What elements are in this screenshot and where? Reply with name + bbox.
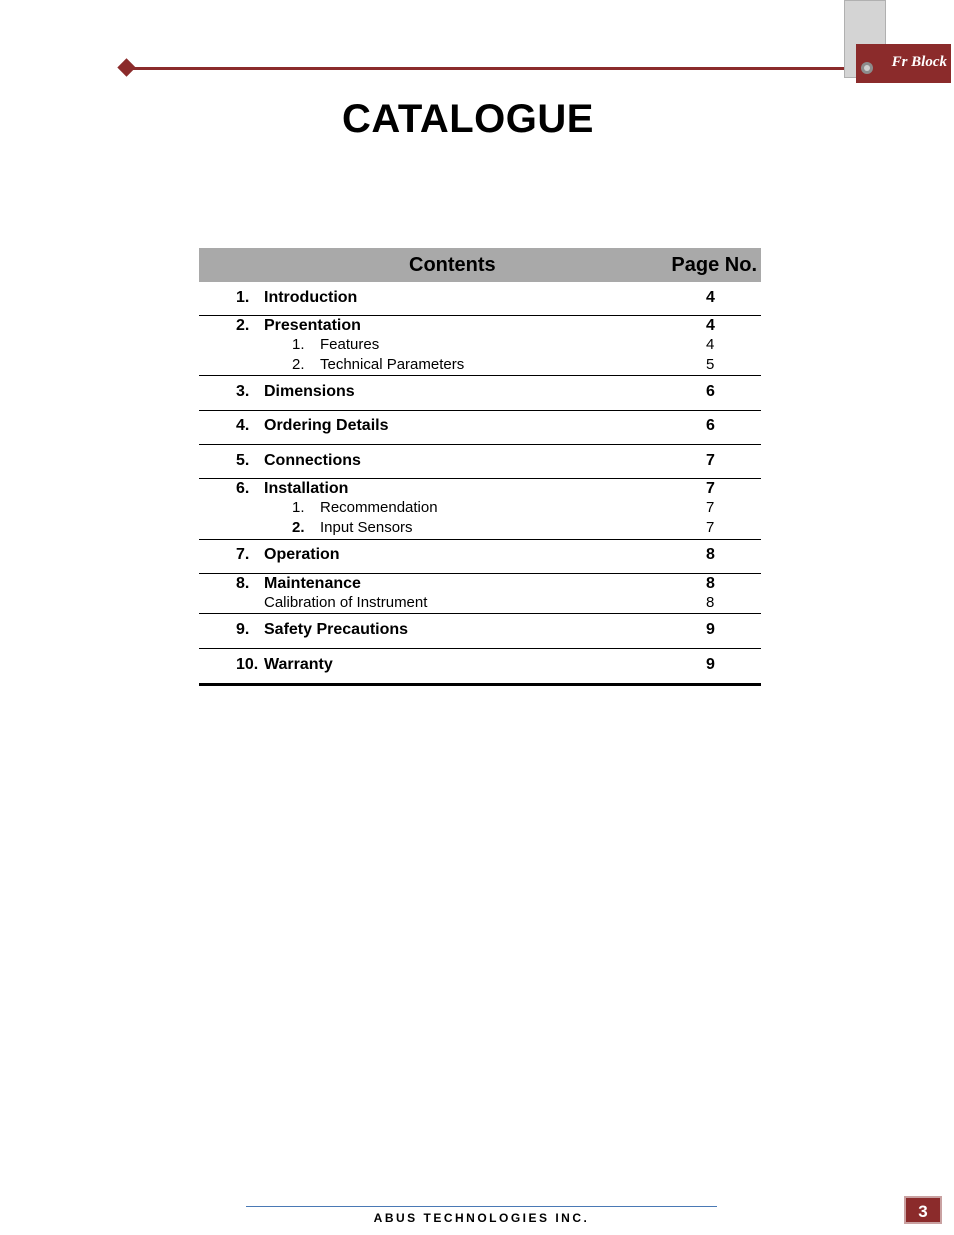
toc-row	[199, 614, 761, 649]
header-contents: Contents	[409, 254, 496, 276]
entry-page: 4	[706, 317, 715, 334]
toc-row	[199, 574, 761, 614]
subentry-page: 8	[706, 594, 715, 611]
entry-page: 9	[706, 621, 715, 638]
entry-number: 3.	[236, 383, 250, 400]
toc-entry[interactable]	[199, 480, 761, 499]
subentry-page: 5	[706, 356, 715, 373]
toc-entry[interactable]	[199, 546, 761, 565]
entry-label: Installation	[264, 480, 349, 497]
toc-subentry[interactable]	[199, 356, 761, 376]
toc-entry[interactable]	[199, 575, 761, 594]
entry-label: Warranty	[264, 656, 333, 673]
header-rule	[128, 67, 854, 70]
subentry-label: Calibration of Instrument	[264, 594, 428, 611]
toc-subentry[interactable]	[199, 594, 761, 614]
subentry-number: 1.	[292, 336, 305, 353]
entry-page: 9	[706, 656, 715, 673]
contents-table	[199, 248, 761, 686]
entry-number: 5.	[236, 452, 250, 469]
footer-company: ABUS TECHNOLOGIES INC.	[373, 1211, 590, 1225]
toc-entry[interactable]	[199, 417, 761, 436]
table-header	[199, 248, 761, 282]
toc-row	[199, 316, 761, 376]
page-title: CATALOGUE	[342, 97, 594, 141]
toc-row	[199, 282, 761, 316]
toc-row	[199, 649, 761, 686]
subentry-number: 1.	[292, 499, 305, 516]
toc-entry[interactable]	[199, 289, 761, 308]
toc-entry[interactable]	[199, 452, 761, 471]
entry-label: Maintenance	[264, 575, 361, 592]
toc-entry[interactable]	[199, 383, 761, 402]
bullet-icon	[861, 62, 873, 74]
entry-page: 8	[706, 546, 715, 563]
entry-page: 7	[706, 452, 715, 469]
entry-page: 7	[706, 480, 715, 497]
toc-row	[199, 376, 761, 411]
entry-page: 8	[706, 575, 715, 592]
subentry-number: 2.	[292, 519, 305, 536]
toc-subentry[interactable]	[199, 519, 761, 539]
entry-number: 4.	[236, 417, 250, 434]
entry-number: 7.	[236, 546, 250, 563]
entry-number: 10.	[236, 656, 259, 673]
diamond-icon	[117, 58, 135, 76]
entry-label: Safety Precautions	[264, 621, 409, 638]
entry-page: 6	[706, 417, 715, 434]
entry-label: Introduction	[264, 289, 358, 306]
entry-number: 6.	[236, 480, 250, 497]
toc-row	[199, 411, 761, 445]
entry-label: Connections	[264, 452, 361, 469]
toc-subentry[interactable]	[199, 499, 761, 519]
toc-entry[interactable]	[199, 621, 761, 640]
toc-row	[199, 445, 761, 479]
entry-number: 2.	[236, 317, 250, 334]
page-number: 3	[904, 1196, 942, 1224]
entry-number: 1.	[236, 289, 250, 306]
toc-subentry[interactable]	[199, 336, 761, 356]
product-badge: Fr Block	[856, 44, 951, 83]
subentry-label: Input Sensors	[320, 519, 413, 536]
entry-page: 4	[706, 289, 715, 306]
entry-page: 6	[706, 383, 715, 400]
toc-row	[199, 540, 761, 574]
entry-number: 9.	[236, 621, 250, 638]
entry-label: Dimensions	[264, 383, 355, 400]
subentry-label: Features	[320, 336, 380, 353]
subentry-page: 7	[706, 519, 715, 536]
entry-label: Presentation	[264, 317, 361, 334]
toc-entry[interactable]	[199, 317, 761, 336]
entry-label: Operation	[264, 546, 340, 563]
subentry-number: 2.	[292, 356, 305, 373]
subentry-page: 4	[706, 336, 715, 353]
subentry-page: 7	[706, 499, 715, 516]
entry-label: Ordering Details	[264, 417, 389, 434]
header-page-no: Page No.	[671, 254, 757, 276]
toc-row	[199, 479, 761, 540]
entry-number: 8.	[236, 575, 250, 592]
toc-entry[interactable]	[199, 656, 761, 675]
subentry-label: Recommendation	[320, 499, 438, 516]
footer-rule	[246, 1206, 717, 1207]
subentry-label: Technical Parameters	[320, 356, 465, 373]
